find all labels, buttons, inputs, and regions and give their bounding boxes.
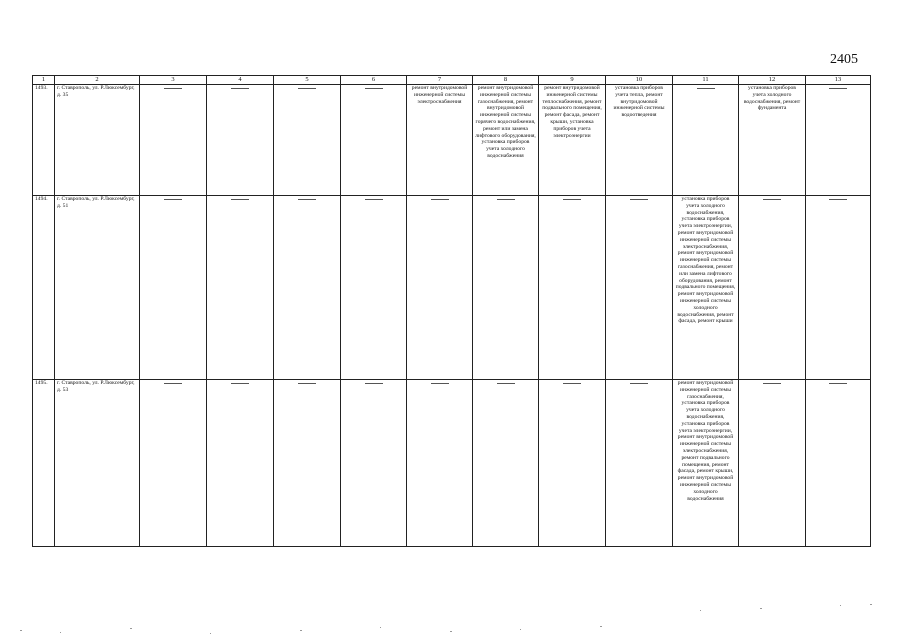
empty-cell xyxy=(473,196,539,380)
empty-cell xyxy=(274,196,341,380)
dash-mark xyxy=(763,199,781,200)
empty-cell xyxy=(739,380,806,547)
empty-cell xyxy=(274,85,341,196)
dash-mark xyxy=(497,383,515,384)
dash-mark xyxy=(829,88,847,89)
works-cell: ремонт внутридомовой инженерной системы газоснабжения, установка приборов учета холодного водоснабжения, установка приборов учета электроэнергии, ремонт внутридомовой инженерной системы электроснабжения, ремонт подвального помещения, ремонт фасада, ремонт крыши, ремонт внутридомовой инженерной системы холодного водоснабжения xyxy=(673,380,739,547)
dash-mark xyxy=(231,88,249,89)
empty-cell xyxy=(207,85,274,196)
column-header: 13 xyxy=(806,76,871,85)
empty-cell xyxy=(473,380,539,547)
table-row xyxy=(33,380,871,547)
column-header: 8 xyxy=(473,76,539,85)
empty-cell xyxy=(673,85,739,196)
dash-mark xyxy=(563,199,581,200)
empty-cell xyxy=(739,196,806,380)
dash-mark xyxy=(431,383,449,384)
dash-mark xyxy=(563,383,581,384)
row-number: 1493. xyxy=(33,85,55,196)
dash-mark xyxy=(298,88,316,89)
empty-cell xyxy=(606,380,673,547)
table-row xyxy=(33,196,871,380)
dash-mark xyxy=(298,199,316,200)
column-header: 2 xyxy=(55,76,140,85)
empty-cell xyxy=(539,196,606,380)
row-address: г. Ставрополь, ул. Р.Люксембург, д. 35 xyxy=(55,85,140,196)
column-header: 7 xyxy=(407,76,473,85)
empty-cell xyxy=(140,85,207,196)
dash-mark xyxy=(431,199,449,200)
column-header: 10 xyxy=(606,76,673,85)
empty-cell xyxy=(806,196,871,380)
row-number: 1495. xyxy=(33,380,55,547)
empty-cell xyxy=(140,380,207,547)
empty-cell xyxy=(539,380,606,547)
row-number: 1494. xyxy=(33,196,55,380)
empty-cell xyxy=(407,380,473,547)
row-address: г. Ставрополь, ул. Р.Люксембург, д. 53 xyxy=(55,380,140,547)
dash-mark xyxy=(231,383,249,384)
empty-cell xyxy=(606,196,673,380)
empty-cell xyxy=(806,380,871,547)
header-row xyxy=(33,76,871,85)
table-row xyxy=(33,85,871,196)
dash-mark xyxy=(298,383,316,384)
column-header: 9 xyxy=(539,76,606,85)
dash-mark xyxy=(164,88,182,89)
column-header: 1 xyxy=(33,76,55,85)
dash-mark xyxy=(365,199,383,200)
empty-cell xyxy=(407,196,473,380)
dash-mark xyxy=(829,383,847,384)
column-header: 6 xyxy=(341,76,407,85)
column-header: 11 xyxy=(673,76,739,85)
page-number: 2405 xyxy=(830,52,858,67)
dash-mark xyxy=(365,88,383,89)
dash-mark xyxy=(164,383,182,384)
dash-mark xyxy=(630,199,648,200)
dash-mark xyxy=(231,199,249,200)
dash-mark xyxy=(164,199,182,200)
works-cell: установка приборов учета холодного водоснабжения, ремонт фундамента xyxy=(739,85,806,196)
empty-cell xyxy=(806,85,871,196)
works-cell: ремонт внутридомовой инженерной системы газоснабжения, ремонт внутридомовой инженерной системы горячего водоснабжения, ремонт или замена лифтового оборудования, установка приборов учета холодного водоснабжения xyxy=(473,85,539,196)
scan-noise xyxy=(0,600,905,640)
dash-mark xyxy=(497,199,515,200)
column-header: 5 xyxy=(274,76,341,85)
empty-cell xyxy=(207,196,274,380)
column-header: 4 xyxy=(207,76,274,85)
register-table xyxy=(32,75,871,547)
dash-mark xyxy=(630,383,648,384)
works-cell: ремонт внутридомовой инженерной системы теплоснабжения, ремонт подвального помещения, ремонт фасада, ремонт крыши, установка приборов учета электроэнергии xyxy=(539,85,606,196)
works-cell: ремонт внутридомовой инженерной системы электроснабжения xyxy=(407,85,473,196)
dash-mark xyxy=(365,383,383,384)
column-header: 12 xyxy=(739,76,806,85)
empty-cell xyxy=(341,85,407,196)
empty-cell xyxy=(274,380,341,547)
dash-mark xyxy=(697,88,715,89)
empty-cell xyxy=(341,380,407,547)
empty-cell xyxy=(207,380,274,547)
empty-cell xyxy=(341,196,407,380)
works-cell: установка приборов учета холодного водоснабжения, установка приборов учета электроэнергии, ремонт внутридомовой инженерной системы электроснабжения, ремонт внутридомовой инженерной системы газоснабжения, ремонт или замена лифтового оборудования, ремонт подвального помещения, ремонт внутридомовой инженерной системы холодного водоснабжения, ремонт фасада, ремонт крыши xyxy=(673,196,739,380)
works-cell: установка приборов учета тепла, ремонт внутридомовой инженерной системы водоотведения xyxy=(606,85,673,196)
row-address: г. Ставрополь, ул. Р.Люксембург, д. 51 xyxy=(55,196,140,380)
column-header: 3 xyxy=(140,76,207,85)
empty-cell xyxy=(140,196,207,380)
dash-mark xyxy=(829,199,847,200)
dash-mark xyxy=(763,383,781,384)
